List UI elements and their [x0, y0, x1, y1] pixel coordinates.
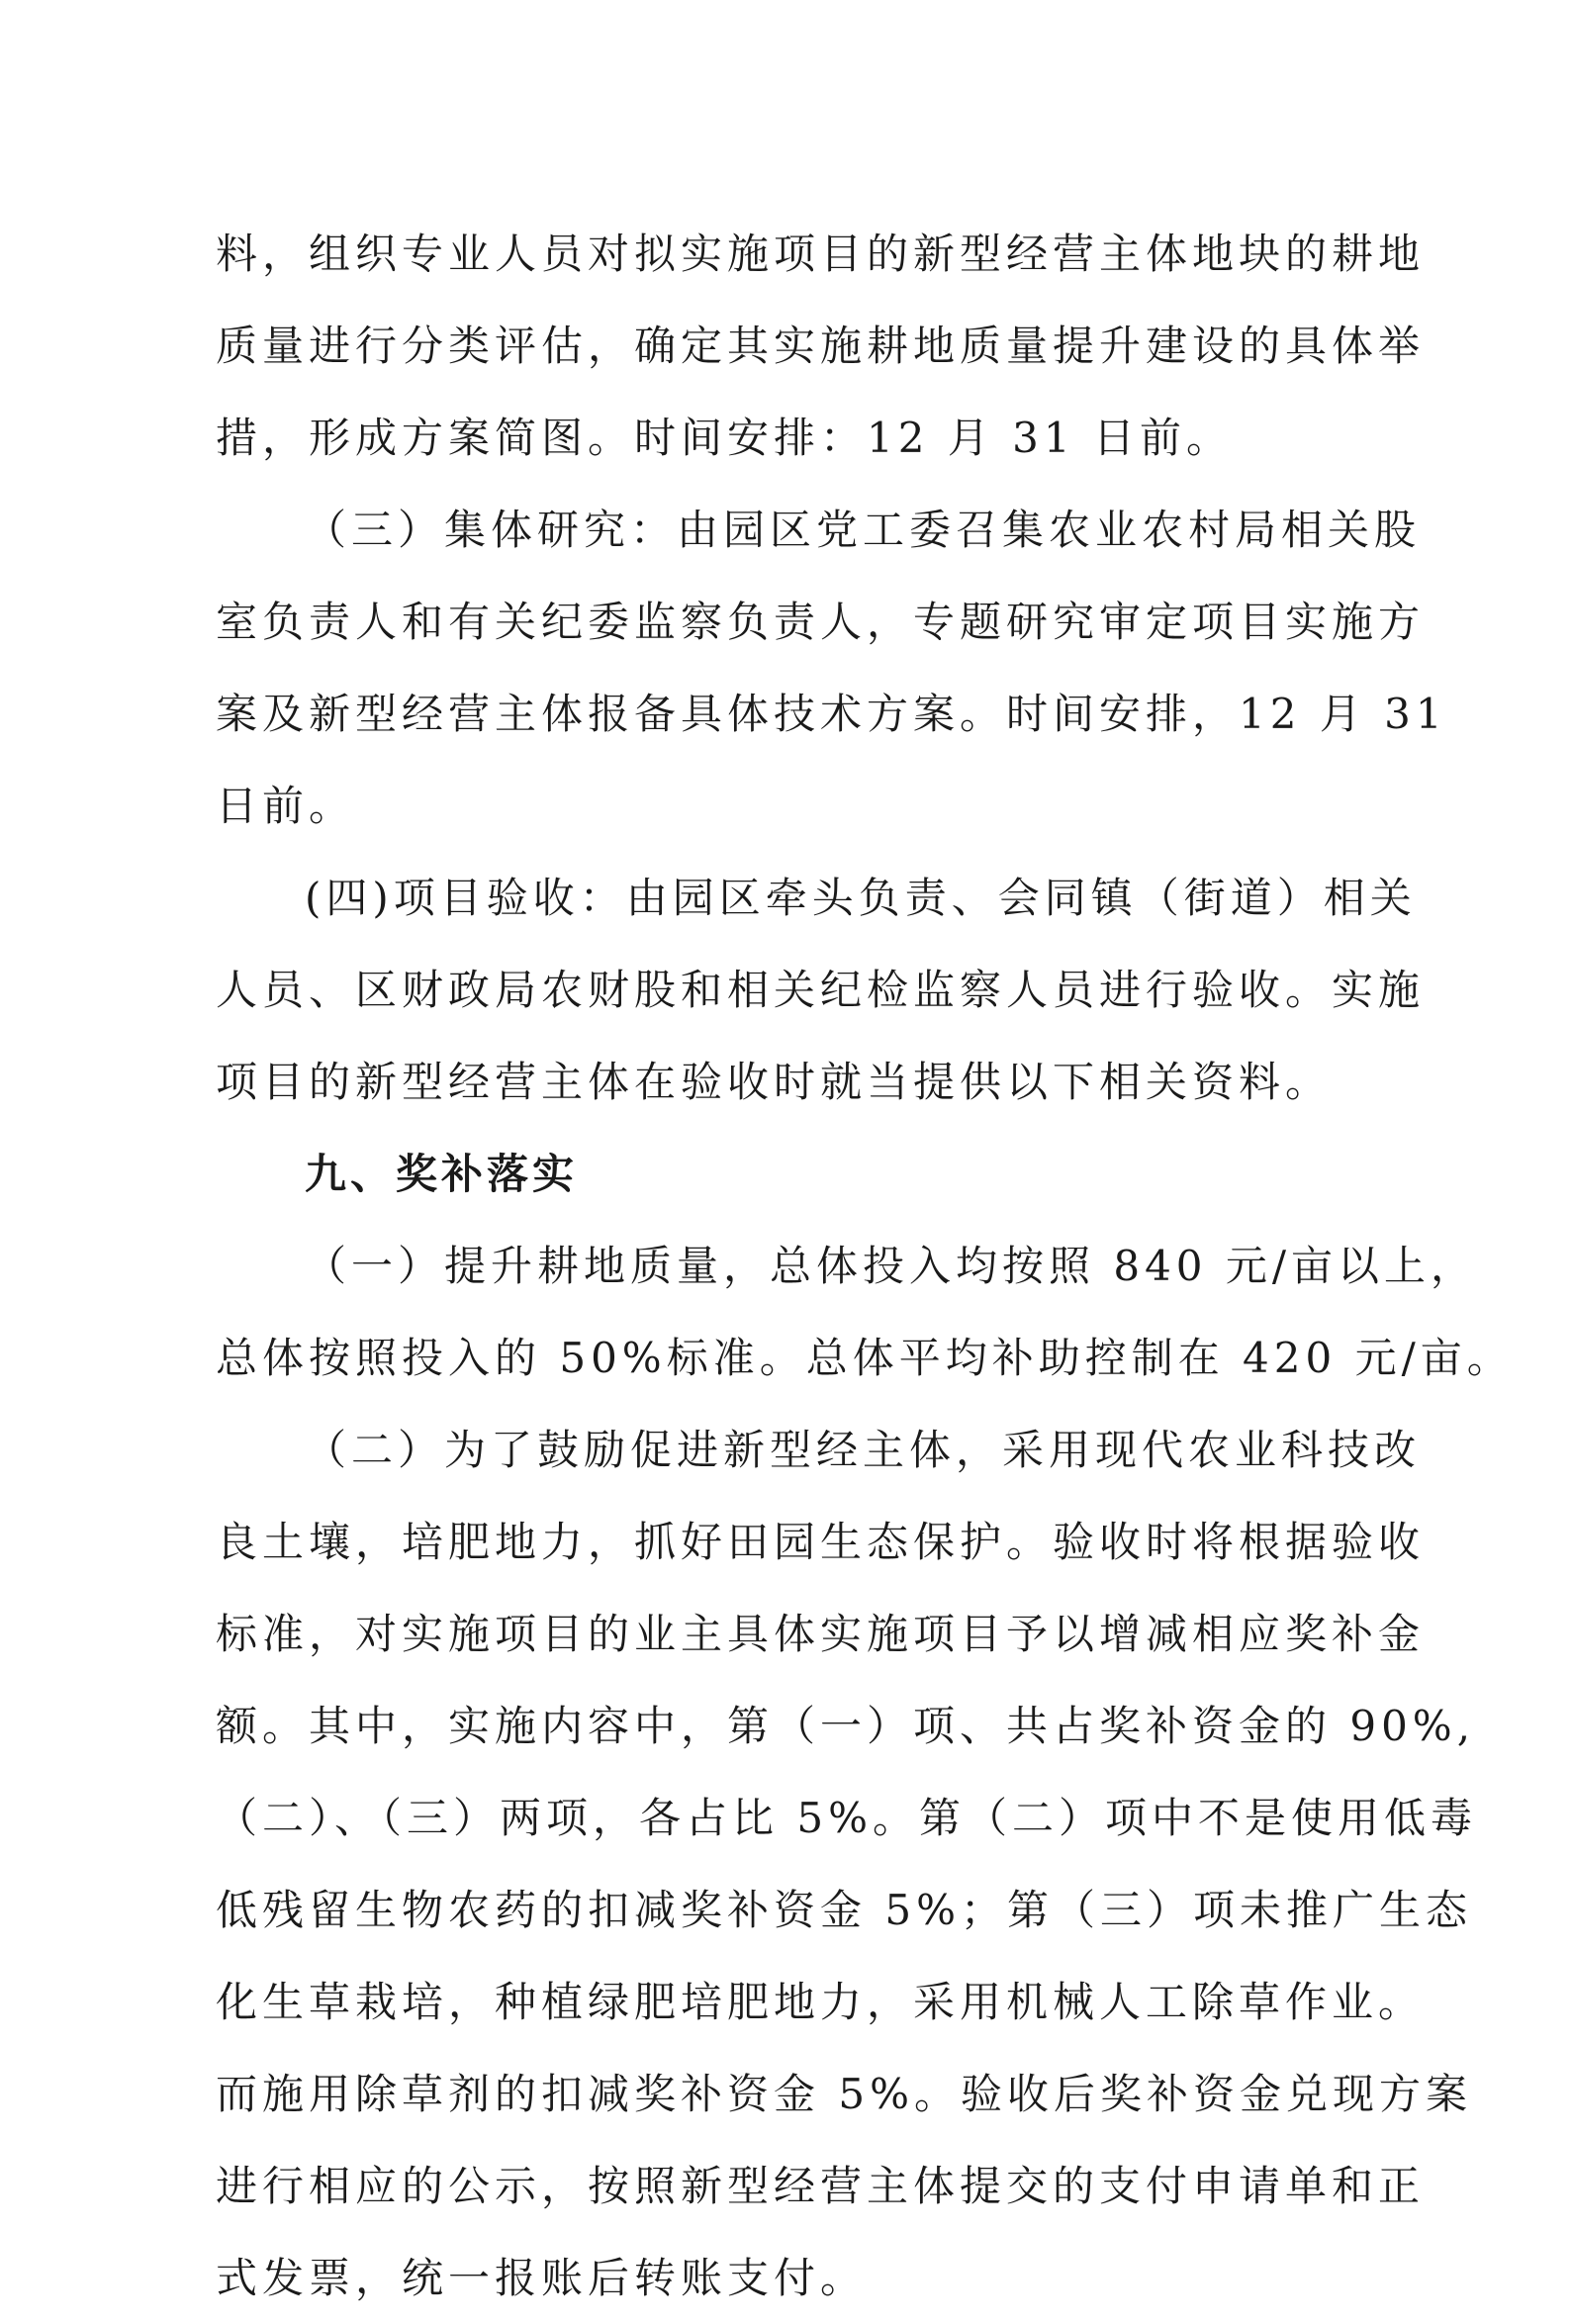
body-line: 质量进行分类评估，确定其实施耕地质量提升建设的具体举: [216, 322, 1426, 370]
paragraph-start-line: （二）为了鼓励促进新型经主体，采用现代农业科技改: [305, 1426, 1422, 1474]
body-line: 而施用除草剂的扣减奖补资金 5%。验收后奖补资金兑现方案: [216, 2070, 1472, 2118]
body-line: （二）、（三）两项，各占比 5%。第（二）项中不是使用低毒: [216, 1794, 1477, 1842]
body-line: 标准，对实施项目的业主具体实施项目予以增减相应奖补金: [216, 1610, 1426, 1658]
body-line: 室负责人和有关纪委监察负责人，专题研究审定项目实施方: [216, 598, 1426, 646]
body-line: 化生草栽培，种植绿肥培肥地力，采用机械人工除草作业。: [216, 1978, 1426, 2026]
document-body: [216, 208, 1514, 2324]
body-line: 总体按照投入的 50%标准。总体平均补助控制在 420 元/亩。: [216, 1334, 1514, 1382]
body-line: 案及新型经营主体报备具体技术方案。时间安排，12 月 31: [216, 690, 1447, 738]
body-line: 日前。: [216, 782, 356, 830]
body-line: 人员、区财政局农财股和相关纪检监察人员进行验收。实施: [216, 966, 1426, 1014]
section-heading: 九、奖补落实: [305, 1150, 579, 1198]
paragraph-start-line: （三）集体研究：由园区党工委召集农业农村局相关股: [305, 506, 1422, 554]
paragraph-start-line: （一）提升耕地质量，总体投入均按照 840 元/亩以上，: [305, 1242, 1478, 1290]
body-line: 良土壤，培肥地力，抓好田园生态保护。验收时将根据验收: [216, 1518, 1426, 1566]
body-line: 措，形成方案简图。时间安排：12 月 31 日前。: [216, 414, 1233, 462]
paragraph-start-line: (四)项目验收：由园区牵头负责、会同镇（街道）相关: [305, 874, 1417, 922]
body-line: 额。其中，实施内容中，第（一）项、共占奖补资金的 90%,: [216, 1702, 1476, 1750]
body-line: 项目的新型经营主体在验收时就当提供以下相关资料。: [216, 1058, 1333, 1106]
body-line: 料，组织专业人员对拟实施项目的新型经营主体地块的耕地: [216, 230, 1426, 278]
body-line: 式发票，统一报账后转账支付。: [216, 2254, 868, 2302]
body-line: 低残留生物农药的扣减奖补资金 5%；第（三）项未推广生态: [216, 1886, 1472, 1934]
body-line: 进行相应的公示，按照新型经营主体提交的支付申请单和正: [216, 2162, 1426, 2210]
